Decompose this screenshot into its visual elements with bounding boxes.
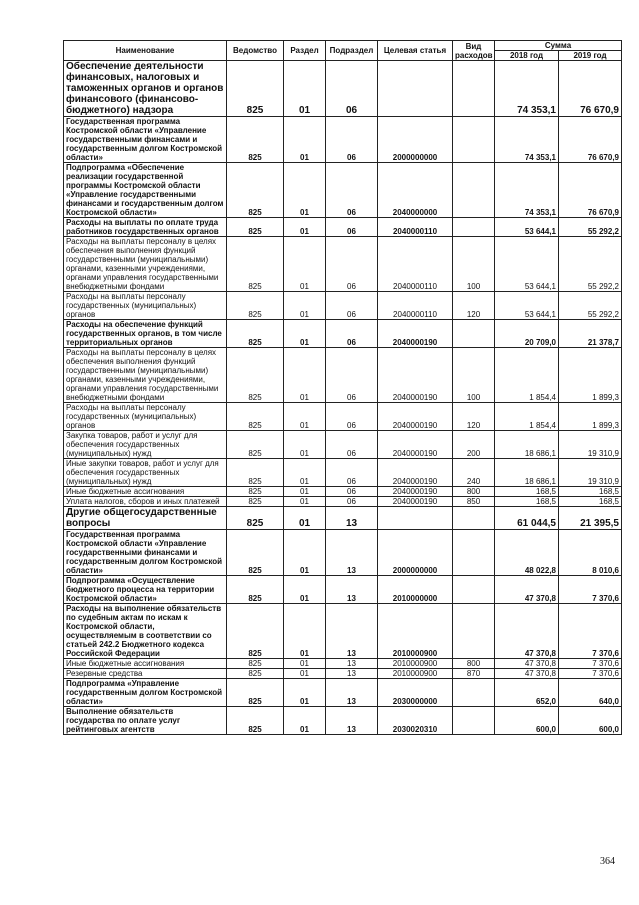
row-article: 2040000110: [378, 237, 453, 292]
table-row: [64, 163, 622, 218]
row-article: 2040000190: [378, 320, 453, 348]
row-sum-2018: 18 686,1: [495, 459, 559, 487]
page-number: 364: [600, 856, 615, 867]
row-subsection: 13: [326, 679, 378, 707]
row-dept: 825: [227, 348, 284, 403]
row-subsection: 13: [326, 530, 378, 576]
row-name: Расходы на выплаты персоналу в целях обеспечения выполнения функций государственными (муниципальными) органами, казенными учреждениями, органами управления государственными внебюджетными фондами: [64, 348, 227, 403]
row-name: Расходы на выплаты по оплате труда работников государственных органов: [64, 218, 227, 237]
row-sum-2019: 7 370,6: [559, 669, 622, 679]
row-sum-2019: 640,0: [559, 679, 622, 707]
row-sum-2018: 61 044,5: [495, 507, 559, 530]
row-article: 2040000110: [378, 292, 453, 320]
row-article: 2040000190: [378, 348, 453, 403]
row-name: Расходы на обеспечение функций государственных органов, в том числе территориальных органов: [64, 320, 227, 348]
row-subsection: 06: [326, 163, 378, 218]
row-sum-2018: 74 353,1: [495, 163, 559, 218]
row-sum-2019: 55 292,2: [559, 218, 622, 237]
row-expense-type: 240: [453, 459, 495, 487]
row-section: 01: [284, 320, 326, 348]
table-row: [64, 403, 622, 431]
row-sum-2018: 47 370,8: [495, 576, 559, 604]
row-subsection: 06: [326, 117, 378, 163]
row-name: Уплата налогов, сборов и иных платежей: [64, 497, 227, 507]
row-sum-2018: 20 709,0: [495, 320, 559, 348]
row-section: 01: [284, 669, 326, 679]
table-row: [64, 431, 622, 459]
row-sum-2019: 600,0: [559, 707, 622, 735]
row-subsection: 13: [326, 707, 378, 735]
header-dept: Ведомство: [227, 41, 284, 61]
row-article: 2030020310: [378, 707, 453, 735]
row-name: Подпрограмма «Управление государственным долгом Костромской области»: [64, 679, 227, 707]
row-dept: 825: [227, 497, 284, 507]
row-article: 2040000190: [378, 487, 453, 497]
row-name: Расходы на выполнение обязательств по судебным актам по искам к Костромской области, осуществляемым в соответствии со статьей 242.2 Бюджетного кодекса Российской Федерации: [64, 604, 227, 659]
row-sum-2019: 21 378,7: [559, 320, 622, 348]
table-row: [64, 669, 622, 679]
row-name: Другие общегосударственные вопросы: [64, 507, 227, 530]
row-dept: 825: [227, 669, 284, 679]
row-expense-type: 200: [453, 431, 495, 459]
row-section: 01: [284, 61, 326, 117]
row-dept: 825: [227, 459, 284, 487]
row-subsection: 06: [326, 403, 378, 431]
row-sum-2019: 76 670,9: [559, 117, 622, 163]
row-sum-2018: 600,0: [495, 707, 559, 735]
row-section: 01: [284, 530, 326, 576]
row-sum-2019: 76 670,9: [559, 163, 622, 218]
header-year-2018: 2018 год: [495, 51, 559, 61]
row-subsection: 06: [326, 237, 378, 292]
row-name: Подпрограмма «Обеспечение реализации государственной программы Костромской области «Управление государственными финансами и государственным долгом Костромской области»: [64, 163, 227, 218]
table-row: [64, 320, 622, 348]
row-sum-2018: 47 370,8: [495, 604, 559, 659]
row-section: 01: [284, 487, 326, 497]
row-article: 2030000000: [378, 679, 453, 707]
row-sum-2019: 1 899,3: [559, 348, 622, 403]
row-sum-2019: 55 292,2: [559, 292, 622, 320]
row-subsection: 13: [326, 507, 378, 530]
row-section: 01: [284, 507, 326, 530]
row-subsection: 13: [326, 669, 378, 679]
row-sum-2018: 74 353,1: [495, 61, 559, 117]
row-sum-2018: 53 644,1: [495, 237, 559, 292]
row-expense-type: 100: [453, 348, 495, 403]
row-sum-2018: 1 854,4: [495, 348, 559, 403]
table-row: [64, 507, 622, 530]
row-sum-2018: 1 854,4: [495, 403, 559, 431]
row-section: 01: [284, 576, 326, 604]
row-dept: 825: [227, 117, 284, 163]
row-article: 2040000190: [378, 497, 453, 507]
row-expense-type: [453, 61, 495, 117]
row-expense-type: 100: [453, 237, 495, 292]
row-name: Расходы на выплаты персоналу в целях обеспечения выполнения функций государственными (муниципальными) органами, казенными учреждениями, органами управления государственными внебюджетными фондами: [64, 237, 227, 292]
row-section: 01: [284, 163, 326, 218]
row-expense-type: 870: [453, 669, 495, 679]
row-name: Иные бюджетные ассигнования: [64, 659, 227, 669]
row-sum-2019: 8 010,6: [559, 530, 622, 576]
row-dept: 825: [227, 530, 284, 576]
row-expense-type: [453, 320, 495, 348]
row-dept: 825: [227, 292, 284, 320]
row-article: 2040000190: [378, 403, 453, 431]
row-dept: 825: [227, 659, 284, 669]
row-sum-2018: 652,0: [495, 679, 559, 707]
row-section: 01: [284, 679, 326, 707]
row-dept: 825: [227, 163, 284, 218]
row-expense-type: [453, 576, 495, 604]
row-dept: 825: [227, 403, 284, 431]
row-article: 2040000190: [378, 459, 453, 487]
row-article: 2040000190: [378, 431, 453, 459]
table-row: [64, 659, 622, 669]
table-row: [64, 576, 622, 604]
row-section: 01: [284, 707, 326, 735]
row-name: Государственная программа Костромской области «Управление государственными финансами и государственным долгом Костромской области»: [64, 117, 227, 163]
table-row: [64, 604, 622, 659]
row-expense-type: [453, 218, 495, 237]
row-subsection: 06: [326, 292, 378, 320]
row-sum-2019: 7 370,6: [559, 659, 622, 669]
row-sum-2019: 21 395,5: [559, 507, 622, 530]
row-section: 01: [284, 459, 326, 487]
row-dept: 825: [227, 604, 284, 659]
row-sum-2019: 1 899,3: [559, 403, 622, 431]
row-sum-2019: 19 310,9: [559, 459, 622, 487]
row-dept: 825: [227, 61, 284, 117]
row-subsection: 06: [326, 431, 378, 459]
row-article: [378, 61, 453, 117]
table-row: [64, 530, 622, 576]
row-sum-2019: 7 370,6: [559, 576, 622, 604]
row-subsection: 06: [326, 459, 378, 487]
row-expense-type: 800: [453, 487, 495, 497]
row-subsection: 06: [326, 320, 378, 348]
row-article: 2000000000: [378, 117, 453, 163]
row-subsection: 06: [326, 218, 378, 237]
row-name: Иные закупки товаров, работ и услуг для обеспечения государственных (муниципальных) нужд: [64, 459, 227, 487]
row-sum-2018: 47 370,8: [495, 669, 559, 679]
row-sum-2019: 19 310,9: [559, 431, 622, 459]
header-name: Наименование: [64, 41, 227, 61]
row-subsection: 06: [326, 497, 378, 507]
row-dept: 825: [227, 431, 284, 459]
row-dept: 825: [227, 507, 284, 530]
budget-table: [63, 40, 622, 735]
row-subsection: 06: [326, 348, 378, 403]
row-section: 01: [284, 292, 326, 320]
row-name: Обеспечение деятельности финансовых, налоговых и таможенных органов и органов финансового (финансово-бюджетного) надзора: [64, 61, 227, 117]
row-sum-2018: 74 353,1: [495, 117, 559, 163]
table-row: [64, 117, 622, 163]
row-article: 2010000900: [378, 659, 453, 669]
row-article: [378, 507, 453, 530]
row-expense-type: 850: [453, 497, 495, 507]
row-name: Подпрограмма «Осуществление бюджетного процесса на территории Костромской области»: [64, 576, 227, 604]
row-sum-2019: 7 370,6: [559, 604, 622, 659]
row-sum-2018: 53 644,1: [495, 292, 559, 320]
row-expense-type: 800: [453, 659, 495, 669]
row-section: 01: [284, 403, 326, 431]
row-name: Расходы на выплаты персоналу государственных (муниципальных) органов: [64, 403, 227, 431]
table-row: [64, 487, 622, 497]
row-article: 2010000900: [378, 604, 453, 659]
row-expense-type: 120: [453, 403, 495, 431]
row-expense-type: [453, 163, 495, 218]
row-sum-2019: 76 670,9: [559, 61, 622, 117]
row-article: 2000000000: [378, 530, 453, 576]
row-subsection: 06: [326, 487, 378, 497]
row-name: Выполнение обязательств государства по оплате услуг рейтинговых агентств: [64, 707, 227, 735]
table-row: [64, 497, 622, 507]
row-section: 01: [284, 431, 326, 459]
row-name: Государственная программа Костромской области «Управление государственными финансами и государственным долгом Костромской области»: [64, 530, 227, 576]
row-sum-2018: 53 644,1: [495, 218, 559, 237]
row-dept: 825: [227, 487, 284, 497]
row-dept: 825: [227, 218, 284, 237]
row-section: 01: [284, 218, 326, 237]
table-row: [64, 237, 622, 292]
table-body: [64, 61, 622, 735]
row-article: 2040000110: [378, 218, 453, 237]
row-dept: 825: [227, 237, 284, 292]
row-expense-type: [453, 604, 495, 659]
header-expense-type: Вид расходов: [453, 41, 495, 61]
row-subsection: 13: [326, 604, 378, 659]
row-sum-2018: 48 022,8: [495, 530, 559, 576]
table-row: [64, 679, 622, 707]
row-expense-type: [453, 530, 495, 576]
header-subsection: Подраздел: [326, 41, 378, 61]
row-expense-type: [453, 117, 495, 163]
row-expense-type: 120: [453, 292, 495, 320]
row-section: 01: [284, 348, 326, 403]
header-year-2019: 2019 год: [559, 51, 622, 61]
row-section: 01: [284, 117, 326, 163]
row-sum-2019: 55 292,2: [559, 237, 622, 292]
row-dept: 825: [227, 320, 284, 348]
header-article: Целевая статья: [378, 41, 453, 61]
row-article: 2010000000: [378, 576, 453, 604]
table-row: [64, 218, 622, 237]
table-row: [64, 292, 622, 320]
row-name: Закупка товаров, работ и услуг для обеспечения государственных (муниципальных) нужд: [64, 431, 227, 459]
row-section: 01: [284, 659, 326, 669]
row-name: Расходы на выплаты персоналу государственных (муниципальных) органов: [64, 292, 227, 320]
row-sum-2018: 47 370,8: [495, 659, 559, 669]
row-subsection: 13: [326, 659, 378, 669]
row-dept: 825: [227, 576, 284, 604]
row-sum-2018: 168,5: [495, 487, 559, 497]
table-row: [64, 61, 622, 117]
row-section: 01: [284, 604, 326, 659]
row-sum-2019: 168,5: [559, 497, 622, 507]
header-section: Раздел: [284, 41, 326, 61]
row-dept: 825: [227, 707, 284, 735]
table-row: [64, 459, 622, 487]
row-sum-2018: 168,5: [495, 497, 559, 507]
row-name: Иные бюджетные ассигнования: [64, 487, 227, 497]
row-name: Резервные средства: [64, 669, 227, 679]
table-row: [64, 348, 622, 403]
row-sum-2018: 18 686,1: [495, 431, 559, 459]
header-sum: Сумма: [495, 41, 622, 51]
row-expense-type: [453, 507, 495, 530]
row-section: 01: [284, 237, 326, 292]
row-expense-type: [453, 679, 495, 707]
row-dept: 825: [227, 679, 284, 707]
row-subsection: 13: [326, 576, 378, 604]
row-section: 01: [284, 497, 326, 507]
table-row: [64, 707, 622, 735]
row-expense-type: [453, 707, 495, 735]
row-article: 2040000000: [378, 163, 453, 218]
row-sum-2019: 168,5: [559, 487, 622, 497]
row-subsection: 06: [326, 61, 378, 117]
row-article: 2010000900: [378, 669, 453, 679]
